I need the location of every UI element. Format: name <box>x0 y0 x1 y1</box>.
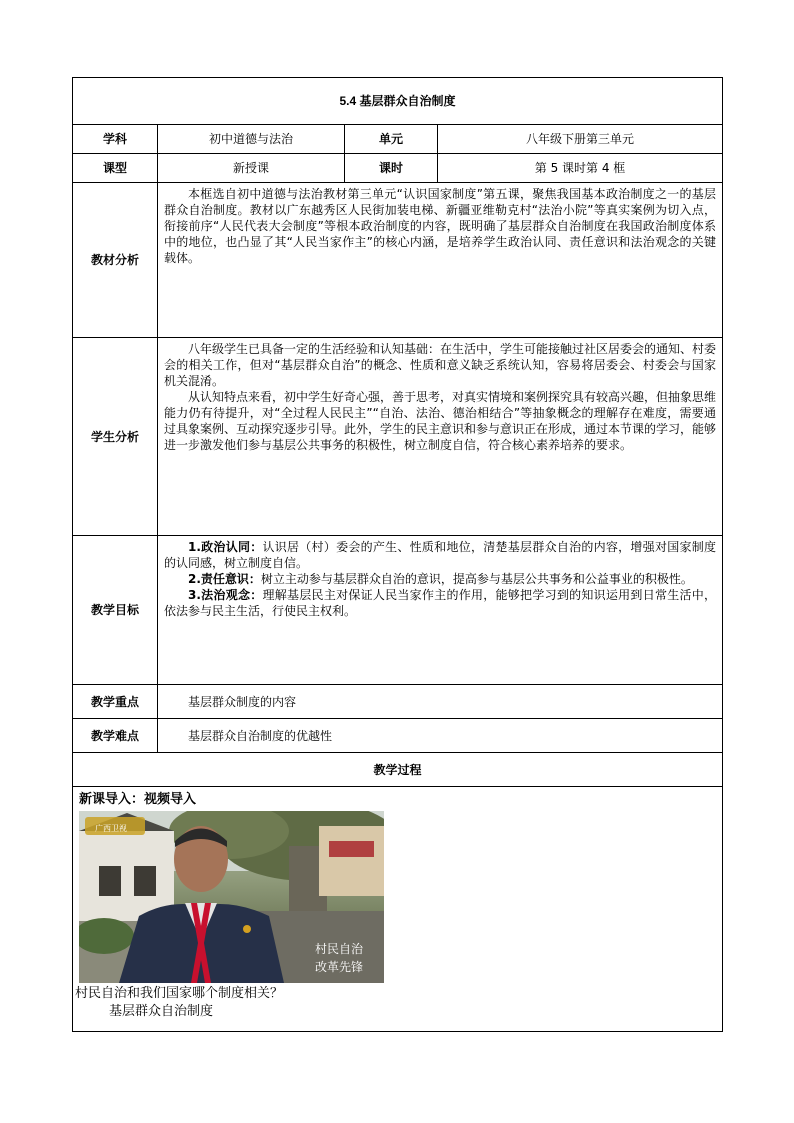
period-value: 第 5 课时第 4 框 <box>438 154 723 183</box>
type-label: 课型 <box>73 154 158 183</box>
goal-2 <box>164 571 716 587</box>
video-caption-1: 村民自治 <box>315 942 364 956</box>
intro-answer: 基层群众自治制度 <box>109 1004 214 1019</box>
teaching-goals-content <box>158 536 723 685</box>
intro-video-frame <box>79 811 384 983</box>
difficulty-value: 基层群众自治制度的优越性 <box>158 719 723 753</box>
key-point-value: 基层群众制度的内容 <box>158 685 723 719</box>
difficulty-label: 教学难点 <box>73 719 158 753</box>
student-analysis-content <box>158 338 723 536</box>
teaching-goals-label: 教学目标 <box>73 536 158 685</box>
goal-3-body: 理解基层民主对保证人民当家作主的作用，能够把学习到的知识运用到日常生活中，依法参与民主生活，行使民主权利。 <box>164 588 717 618</box>
student-paragraph-1: 八年级学生已具备一定的生活经验和认知基础：在生活中，学生可能接触过社区居委会的通知、村委会的相关工作，但对“基层群众自治”的概念、性质和意义缺乏系统认知，容易将居委会、村委会与国家机关混淆。 <box>164 342 717 388</box>
video-caption-2: 改革先锋 <box>315 960 364 974</box>
goal-1-body: 认识居（村）委会的产生、性质和地位，清楚基层群众自治的内容，增强对国家制度的认同感，树立制度自信。 <box>164 540 717 570</box>
student-analysis-label: 学生分析 <box>73 338 158 536</box>
subject-value: 初中道德与法治 <box>158 125 345 154</box>
student-paragraph-2: 从认知特点来看，初中学生好奇心强，善于思考，对真实情境和案例探究具有较高兴趣，但抽象思维能力仍有待提升，对“全过程人民民主”“自治、法治、德治相结合”等抽象概念的理解存在难度，需要通过具象案例、互动探究逐步引导。此外，学生的民主意识和参与意识正在形成，通过本节课的学习，能够进一步激发他们参与基层公共事务的积极性，树立制度自信，符合核心素养培养的要求。 <box>164 390 717 452</box>
goal-2-body: 树立主动参与基层群众自治的意识，提高参与基层公共事务和公益事业的积极性。 <box>260 572 693 586</box>
period-label: 课时 <box>345 154 438 183</box>
unit-value: 八年级下册第三单元 <box>438 125 723 154</box>
goal-1 <box>164 539 716 571</box>
unit-label: 单元 <box>345 125 438 154</box>
textbook-analysis-content <box>158 183 723 338</box>
textbook-analysis-label: 教材分析 <box>73 183 158 338</box>
goal-3 <box>164 587 716 619</box>
subject-label: 学科 <box>73 125 158 154</box>
type-value: 新授课 <box>158 154 345 183</box>
intro-heading: 新课导入：视频导入 <box>79 792 197 807</box>
textbook-paragraph: 本框选自初中道德与法治教材第三单元“认识国家制度”第五课，聚焦我国基本政治制度之一的基层群众自治制度。教材以广东越秀区人民街加装电梯、新疆亚维勒克村“法治小院”等真实案例为切入点，衔接前序“人民代表大会制度”等根本政治制度的内容，既明确了基层群众自治制度在我国政治制度体系中的地位，也凸显了其“人民当家作主”的核心内涵，是培养学生政治认同、责任意识和法治观念的关键载体。 <box>164 187 717 265</box>
intro-question: 村民自治和我们国家哪个制度相关？ <box>75 986 284 1001</box>
goal-2-head: 2.责任意识： <box>188 572 261 586</box>
page-title: 5.4 基层群众自治制度 <box>73 78 723 125</box>
teaching-process-heading: 教学过程 <box>73 753 723 787</box>
tv-logo: 广西卫视 <box>95 824 127 833</box>
goal-1-head: 1.政治认同： <box>188 540 263 554</box>
lesson-plan-table <box>72 77 723 1032</box>
key-point-label: 教学重点 <box>73 685 158 719</box>
goal-3-head: 3.法治观念： <box>188 588 263 602</box>
lesson-intro-section <box>73 787 723 1032</box>
